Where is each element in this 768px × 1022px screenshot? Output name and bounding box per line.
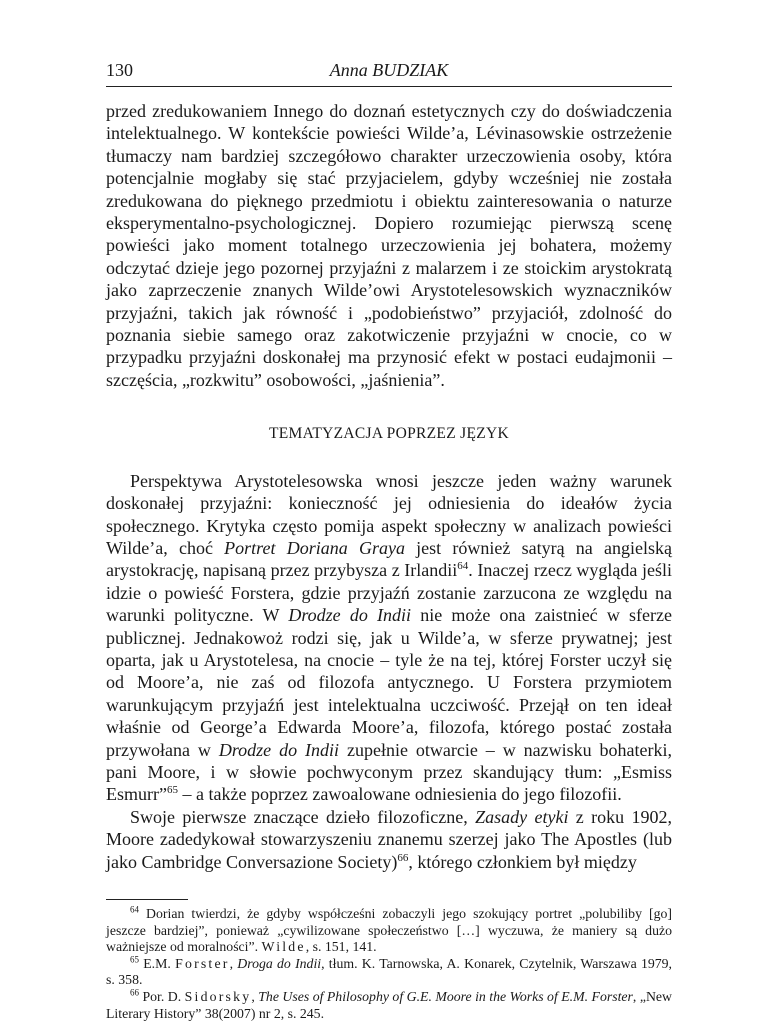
footnote-title: Droga do Indii <box>237 955 322 971</box>
body-text <box>106 100 672 873</box>
footnote-ref-64[interactable]: 64 <box>457 560 469 573</box>
paragraph-1: przed zredukowaniem Innego do doznań estetycznych czy do doświadczenia intelektualnego. W kontekście powieści Wilde’a, Lévinasowskie ostrzeżenie tłumaczy nam bardziej szczegółowo charakter urzeczowienia osoby, która potencjalnie mogłaby się stać przyjacielem, gdyby wcześniej nie została zredukowana do pięknego przedmiotu i obiektu zainteresowania o naturze eksperymentalno-psychologicznej. Dopiero rozumiejąc pierwszą scenę powieści jako moment totalnego urzeczowienia jej bohatera, możemy odczytać dzieje jego pozornej przyjaźni z malarzem i ze stoickim arystokratą jako zaprzeczenie znanych Wilde’owi Arystotelesowskich wyznaczników przyjaźni, takich jak równość i „podobieństwo” przyjaciół, zdolność do poznania siebie samego oraz zakotwiczenie przyjaźni w cnocie, co w przypadku przyjaźni doskonałej ma przynosić efekt w postaci eudajmonii – szczęścia, „rozkwitu” osobowości, „jaśnienia”. <box>106 101 672 390</box>
book-title: Zasady etyki <box>475 806 569 827</box>
footnote-number: 65 <box>130 954 139 965</box>
footnote-65 <box>106 956 672 989</box>
footnote-text: , tłum. K. Tarnowska, A. Konarek, Czytelnik, Warszawa 1979, s. 358. <box>106 955 672 988</box>
footnote-number: 66 <box>130 987 139 998</box>
footnote-divider <box>106 899 188 900</box>
page-number: 130 <box>106 60 133 80</box>
footnote-author: Forster <box>175 955 230 971</box>
footnote-text: Por. D. <box>142 988 185 1004</box>
page-header <box>106 52 672 87</box>
running-head: Anna BUDZIAK <box>329 60 449 80</box>
footnote-text: , „New Literary History” 38(2007) nr 2, s. 245. <box>106 988 673 1021</box>
footnote-text: , <box>229 955 238 971</box>
book-title: Portret Doriana Graya <box>224 537 405 558</box>
book-title: Drodze do Indii <box>218 739 340 760</box>
footnote-ref-66[interactable]: 66 <box>397 851 409 864</box>
paragraph-2-text: zupełnie otwarcie – w nazwisku bohaterki, pani Moore, i w słowie pochwyconym przez skandujący tłum: „Esmiss Esmurr” <box>106 739 673 805</box>
paragraph-2 <box>106 470 672 806</box>
book-title: Drodze do Indii <box>288 605 412 626</box>
paragraph-2-text: jest również satyrą na angielską arystokrację, napisaną przez przybysza z Irlandii <box>106 537 672 581</box>
footnotes <box>106 899 672 1022</box>
footnote-author: Wilde <box>261 939 306 955</box>
footnote-title: The Uses of Philosophy of G.E. Moore in the Works of E.M. Forster <box>258 988 633 1004</box>
footnote-ref-65[interactable]: 65 <box>166 784 178 797</box>
paragraph-3-text: Swoje pierwsze znaczące dzieło filozoficzne, <box>130 806 476 827</box>
footnote-text: , s. 151, 141. <box>305 939 377 955</box>
paragraph-3 <box>106 806 672 873</box>
section-title: TEMATYZACJA POPRZEZ JĘZYK <box>268 425 509 443</box>
paragraph-2-text: Perspektywa Arystotelesowska wnosi jeszcze jeden ważny warunek doskonałej przyjaźni: konieczność jej odniesienia do ideałów życia społecznego. Krytyka często pomija aspekt społeczny w analizach powieści Wilde’a, choć <box>106 470 672 558</box>
paragraph-3-text: , którego członkiem był między <box>408 851 637 872</box>
paragraph-2-text: – a także poprzez zawoalowane odniesienia do jego filozofii. <box>177 784 622 805</box>
page <box>106 52 672 1022</box>
footnote-text: E.M. <box>143 955 176 971</box>
footnote-author: Sidorsky <box>184 988 252 1004</box>
footnote-text: Dorian twierdzi, że gdyby współcześni zobaczyli jego szokujący portret „polubiliby [go] jeszcze bardziej”, ponieważ „cywilizowane społeczeństwo […] wyczuwa, że maniery są dużo ważniejsze od moralności”. <box>106 906 672 955</box>
footnote-number: 64 <box>130 904 139 915</box>
paragraph-2-text: . Inaczej rzecz wygląda jeśli idzie o powieść Forstera, gdzie przyjaźń zostanie zarzucona ze względu na warunki polityczne. W <box>106 560 672 626</box>
paragraph-2-text: nie może ona zaistnieć w sferze publicznej. Jednakowoż rodzi się, jak u Wilde’a, w sferze prywatnej; jest oparta, jak u Arystotelesa, na cnocie – tyle że na tej, której Forster uczył się od Moore’a, nie zaś od filozofa antycznego. U Forstera przymiotem warunkującym przyjaźń jest intelektualna uczciwość. Przejął on ten ideał właśnie od George’a Edwarda Moore’a, filozofa, którego postać została przywołana w <box>106 605 672 760</box>
footnote-text: , <box>251 988 259 1004</box>
paragraph-3-text: z roku 1902, Moore zadedykował stowarzyszeniu znanemu szerzej jako The Apostles (lub jako Cambridge Conversazione Society) <box>106 806 673 872</box>
footnote-64 <box>106 906 672 956</box>
